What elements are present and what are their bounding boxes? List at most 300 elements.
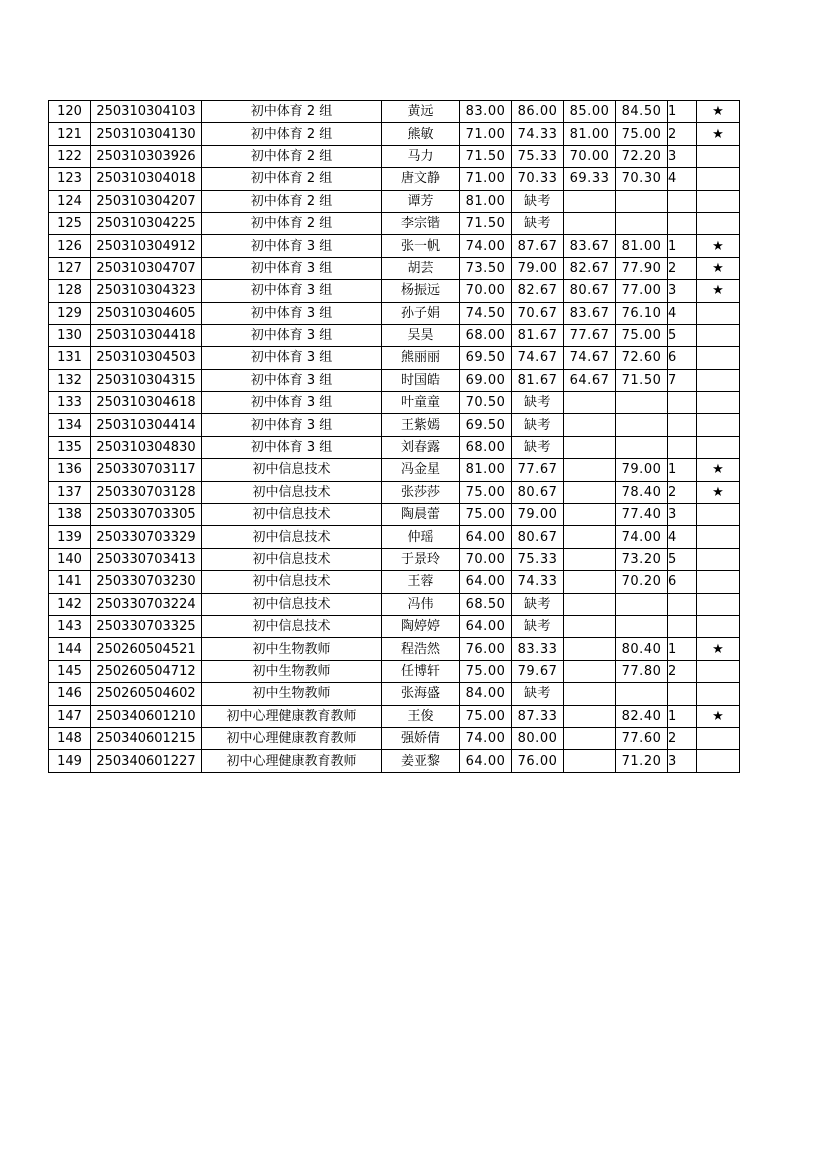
row-index-cell: 149 bbox=[49, 750, 91, 772]
rank-cell: 1 bbox=[668, 235, 697, 257]
skill-score-cell: 70.00 bbox=[564, 145, 616, 167]
skill-score-cell: 80.67 bbox=[564, 280, 616, 302]
written-score-cell: 76.00 bbox=[460, 638, 512, 660]
candidate-id-cell: 250330703329 bbox=[91, 526, 202, 548]
rank-cell bbox=[668, 436, 697, 458]
interview-score-cell: 缺考 bbox=[512, 392, 564, 414]
row-index-cell: 130 bbox=[49, 324, 91, 346]
selected-star-icon bbox=[697, 504, 740, 526]
skill-score-cell bbox=[564, 727, 616, 749]
row-index-cell: 124 bbox=[49, 190, 91, 212]
table-row bbox=[49, 212, 740, 234]
row-index-cell: 141 bbox=[49, 571, 91, 593]
score-table bbox=[48, 100, 740, 773]
name-cell: 仲瑶 bbox=[382, 526, 460, 548]
position-cell: 初中体育 2 组 bbox=[202, 101, 382, 123]
skill-score-cell bbox=[564, 212, 616, 234]
name-cell: 唐文静 bbox=[382, 168, 460, 190]
row-index-cell: 147 bbox=[49, 705, 91, 727]
selected-star-icon: ★ bbox=[697, 235, 740, 257]
rank-cell bbox=[668, 414, 697, 436]
name-cell: 孙子娟 bbox=[382, 302, 460, 324]
name-cell: 王蓉 bbox=[382, 571, 460, 593]
skill-score-cell bbox=[564, 481, 616, 503]
selected-star-icon bbox=[697, 727, 740, 749]
interview-score-cell: 缺考 bbox=[512, 436, 564, 458]
name-cell: 张海盛 bbox=[382, 683, 460, 705]
candidate-id-cell: 250310304323 bbox=[91, 280, 202, 302]
skill-score-cell: 83.67 bbox=[564, 235, 616, 257]
interview-score-cell: 79.00 bbox=[512, 504, 564, 526]
candidate-id-cell: 250310304103 bbox=[91, 101, 202, 123]
position-cell: 初中信息技术 bbox=[202, 459, 382, 481]
candidate-id-cell: 250330703128 bbox=[91, 481, 202, 503]
name-cell: 马力 bbox=[382, 145, 460, 167]
name-cell: 李宗锴 bbox=[382, 212, 460, 234]
position-cell: 初中信息技术 bbox=[202, 571, 382, 593]
row-index-cell: 128 bbox=[49, 280, 91, 302]
selected-star-icon bbox=[697, 392, 740, 414]
position-cell: 初中体育 2 组 bbox=[202, 123, 382, 145]
candidate-id-cell: 250310304225 bbox=[91, 212, 202, 234]
row-index-cell: 135 bbox=[49, 436, 91, 458]
skill-score-cell bbox=[564, 750, 616, 772]
table-row bbox=[49, 638, 740, 660]
name-cell: 杨振远 bbox=[382, 280, 460, 302]
total-score-cell: 75.00 bbox=[616, 123, 668, 145]
written-score-cell: 83.00 bbox=[460, 101, 512, 123]
selected-star-icon bbox=[697, 414, 740, 436]
interview-score-cell: 76.00 bbox=[512, 750, 564, 772]
candidate-id-cell: 250310304912 bbox=[91, 235, 202, 257]
rank-cell: 6 bbox=[668, 571, 697, 593]
total-score-cell: 74.00 bbox=[616, 526, 668, 548]
skill-score-cell: 64.67 bbox=[564, 369, 616, 391]
skill-score-cell bbox=[564, 436, 616, 458]
row-index-cell: 131 bbox=[49, 347, 91, 369]
table-row bbox=[49, 168, 740, 190]
rank-cell: 3 bbox=[668, 145, 697, 167]
candidate-id-cell: 250310304707 bbox=[91, 257, 202, 279]
interview-score-cell: 87.33 bbox=[512, 705, 564, 727]
skill-score-cell bbox=[564, 526, 616, 548]
total-score-cell bbox=[616, 392, 668, 414]
written-score-cell: 70.00 bbox=[460, 548, 512, 570]
table-row bbox=[49, 705, 740, 727]
total-score-cell bbox=[616, 593, 668, 615]
skill-score-cell bbox=[564, 190, 616, 212]
skill-score-cell: 85.00 bbox=[564, 101, 616, 123]
table-row bbox=[49, 571, 740, 593]
written-score-cell: 69.50 bbox=[460, 414, 512, 436]
skill-score-cell bbox=[564, 705, 616, 727]
position-cell: 初中体育 3 组 bbox=[202, 235, 382, 257]
selected-star-icon bbox=[697, 660, 740, 682]
table-row bbox=[49, 280, 740, 302]
name-cell: 刘春露 bbox=[382, 436, 460, 458]
position-cell: 初中体育 3 组 bbox=[202, 347, 382, 369]
total-score-cell: 77.80 bbox=[616, 660, 668, 682]
table-row bbox=[49, 593, 740, 615]
row-index-cell: 133 bbox=[49, 392, 91, 414]
rank-cell bbox=[668, 683, 697, 705]
skill-score-cell: 83.67 bbox=[564, 302, 616, 324]
position-cell: 初中信息技术 bbox=[202, 526, 382, 548]
written-score-cell: 64.00 bbox=[460, 571, 512, 593]
interview-score-cell: 缺考 bbox=[512, 414, 564, 436]
total-score-cell bbox=[616, 436, 668, 458]
table-row bbox=[49, 347, 740, 369]
rank-cell: 1 bbox=[668, 459, 697, 481]
name-cell: 任博轩 bbox=[382, 660, 460, 682]
skill-score-cell bbox=[564, 459, 616, 481]
selected-star-icon bbox=[697, 683, 740, 705]
table-row bbox=[49, 257, 740, 279]
skill-score-cell bbox=[564, 548, 616, 570]
name-cell: 叶童童 bbox=[382, 392, 460, 414]
total-score-cell bbox=[616, 212, 668, 234]
name-cell: 王俊 bbox=[382, 705, 460, 727]
position-cell: 初中信息技术 bbox=[202, 504, 382, 526]
candidate-id-cell: 250310304830 bbox=[91, 436, 202, 458]
table-row bbox=[49, 414, 740, 436]
row-index-cell: 142 bbox=[49, 593, 91, 615]
interview-score-cell: 74.33 bbox=[512, 123, 564, 145]
total-score-cell: 79.00 bbox=[616, 459, 668, 481]
selected-star-icon bbox=[697, 436, 740, 458]
written-score-cell: 75.00 bbox=[460, 660, 512, 682]
rank-cell bbox=[668, 212, 697, 234]
position-cell: 初中体育 3 组 bbox=[202, 302, 382, 324]
table-row bbox=[49, 369, 740, 391]
written-score-cell: 74.00 bbox=[460, 235, 512, 257]
candidate-id-cell: 250310304618 bbox=[91, 392, 202, 414]
interview-score-cell: 87.67 bbox=[512, 235, 564, 257]
table-row bbox=[49, 235, 740, 257]
interview-score-cell: 80.67 bbox=[512, 481, 564, 503]
rank-cell: 2 bbox=[668, 727, 697, 749]
row-index-cell: 139 bbox=[49, 526, 91, 548]
table-row bbox=[49, 190, 740, 212]
table-row bbox=[49, 302, 740, 324]
table-row bbox=[49, 660, 740, 682]
selected-star-icon bbox=[697, 548, 740, 570]
interview-score-cell: 80.00 bbox=[512, 727, 564, 749]
candidate-id-cell: 250310304018 bbox=[91, 168, 202, 190]
row-index-cell: 146 bbox=[49, 683, 91, 705]
interview-score-cell: 75.33 bbox=[512, 548, 564, 570]
skill-score-cell bbox=[564, 615, 616, 637]
rank-cell: 3 bbox=[668, 750, 697, 772]
interview-score-cell: 75.33 bbox=[512, 145, 564, 167]
written-score-cell: 64.00 bbox=[460, 750, 512, 772]
position-cell: 初中体育 3 组 bbox=[202, 257, 382, 279]
total-score-cell: 72.60 bbox=[616, 347, 668, 369]
written-score-cell: 64.00 bbox=[460, 615, 512, 637]
name-cell: 熊敏 bbox=[382, 123, 460, 145]
total-score-cell: 75.00 bbox=[616, 324, 668, 346]
rank-cell: 5 bbox=[668, 324, 697, 346]
position-cell: 初中生物教师 bbox=[202, 660, 382, 682]
written-score-cell: 75.00 bbox=[460, 481, 512, 503]
row-index-cell: 132 bbox=[49, 369, 91, 391]
written-score-cell: 74.00 bbox=[460, 727, 512, 749]
total-score-cell: 77.00 bbox=[616, 280, 668, 302]
interview-score-cell: 83.33 bbox=[512, 638, 564, 660]
candidate-id-cell: 250310304503 bbox=[91, 347, 202, 369]
selected-star-icon bbox=[697, 571, 740, 593]
position-cell: 初中信息技术 bbox=[202, 481, 382, 503]
name-cell: 程浩然 bbox=[382, 638, 460, 660]
rank-cell: 2 bbox=[668, 660, 697, 682]
table-body bbox=[49, 101, 740, 773]
skill-score-cell bbox=[564, 414, 616, 436]
table-row bbox=[49, 727, 740, 749]
interview-score-cell: 77.67 bbox=[512, 459, 564, 481]
skill-score-cell: 69.33 bbox=[564, 168, 616, 190]
candidate-id-cell: 250310304315 bbox=[91, 369, 202, 391]
total-score-cell: 72.20 bbox=[616, 145, 668, 167]
selected-star-icon bbox=[697, 168, 740, 190]
position-cell: 初中信息技术 bbox=[202, 593, 382, 615]
name-cell: 陶晨蕾 bbox=[382, 504, 460, 526]
interview-score-cell: 缺考 bbox=[512, 190, 564, 212]
selected-star-icon: ★ bbox=[697, 123, 740, 145]
interview-score-cell: 74.67 bbox=[512, 347, 564, 369]
position-cell: 初中信息技术 bbox=[202, 548, 382, 570]
selected-star-icon bbox=[697, 190, 740, 212]
selected-star-icon: ★ bbox=[697, 481, 740, 503]
interview-score-cell: 80.67 bbox=[512, 526, 564, 548]
name-cell: 冯金星 bbox=[382, 459, 460, 481]
written-score-cell: 81.00 bbox=[460, 459, 512, 481]
skill-score-cell: 77.67 bbox=[564, 324, 616, 346]
row-index-cell: 122 bbox=[49, 145, 91, 167]
rank-cell: 3 bbox=[668, 280, 697, 302]
candidate-id-cell: 250310304414 bbox=[91, 414, 202, 436]
interview-score-cell: 74.33 bbox=[512, 571, 564, 593]
written-score-cell: 73.50 bbox=[460, 257, 512, 279]
row-index-cell: 134 bbox=[49, 414, 91, 436]
written-score-cell: 69.00 bbox=[460, 369, 512, 391]
skill-score-cell bbox=[564, 660, 616, 682]
selected-star-icon bbox=[697, 347, 740, 369]
name-cell: 熊丽丽 bbox=[382, 347, 460, 369]
row-index-cell: 145 bbox=[49, 660, 91, 682]
rank-cell: 2 bbox=[668, 257, 697, 279]
selected-star-icon: ★ bbox=[697, 101, 740, 123]
candidate-id-cell: 250330703325 bbox=[91, 615, 202, 637]
rank-cell: 3 bbox=[668, 504, 697, 526]
total-score-cell: 73.20 bbox=[616, 548, 668, 570]
selected-star-icon: ★ bbox=[697, 638, 740, 660]
interview-score-cell: 缺考 bbox=[512, 593, 564, 615]
total-score-cell bbox=[616, 190, 668, 212]
row-index-cell: 148 bbox=[49, 727, 91, 749]
row-index-cell: 127 bbox=[49, 257, 91, 279]
interview-score-cell: 缺考 bbox=[512, 683, 564, 705]
selected-star-icon bbox=[697, 615, 740, 637]
row-index-cell: 125 bbox=[49, 212, 91, 234]
candidate-id-cell: 250330703117 bbox=[91, 459, 202, 481]
row-index-cell: 140 bbox=[49, 548, 91, 570]
name-cell: 姜亚黎 bbox=[382, 750, 460, 772]
position-cell: 初中体育 3 组 bbox=[202, 369, 382, 391]
rank-cell: 4 bbox=[668, 302, 697, 324]
written-score-cell: 75.00 bbox=[460, 705, 512, 727]
interview-score-cell: 81.67 bbox=[512, 369, 564, 391]
name-cell: 强娇倩 bbox=[382, 727, 460, 749]
position-cell: 初中生物教师 bbox=[202, 683, 382, 705]
rank-cell: 5 bbox=[668, 548, 697, 570]
selected-star-icon bbox=[697, 302, 740, 324]
table-row bbox=[49, 101, 740, 123]
candidate-id-cell: 250330703413 bbox=[91, 548, 202, 570]
skill-score-cell: 81.00 bbox=[564, 123, 616, 145]
rank-cell bbox=[668, 615, 697, 637]
name-cell: 吴昊 bbox=[382, 324, 460, 346]
candidate-id-cell: 250340601210 bbox=[91, 705, 202, 727]
written-score-cell: 68.50 bbox=[460, 593, 512, 615]
name-cell: 于景玲 bbox=[382, 548, 460, 570]
selected-star-icon bbox=[697, 593, 740, 615]
written-score-cell: 71.00 bbox=[460, 123, 512, 145]
selected-star-icon: ★ bbox=[697, 705, 740, 727]
position-cell: 初中心理健康教育教师 bbox=[202, 750, 382, 772]
total-score-cell bbox=[616, 683, 668, 705]
table-row bbox=[49, 750, 740, 772]
total-score-cell: 76.10 bbox=[616, 302, 668, 324]
selected-star-icon: ★ bbox=[697, 257, 740, 279]
written-score-cell: 68.00 bbox=[460, 324, 512, 346]
position-cell: 初中体育 3 组 bbox=[202, 414, 382, 436]
position-cell: 初中体育 3 组 bbox=[202, 324, 382, 346]
written-score-cell: 81.00 bbox=[460, 190, 512, 212]
table-row bbox=[49, 526, 740, 548]
selected-star-icon bbox=[697, 212, 740, 234]
position-cell: 初中心理健康教育教师 bbox=[202, 727, 382, 749]
total-score-cell: 84.50 bbox=[616, 101, 668, 123]
interview-score-cell: 81.67 bbox=[512, 324, 564, 346]
written-score-cell: 70.00 bbox=[460, 280, 512, 302]
row-index-cell: 143 bbox=[49, 615, 91, 637]
name-cell: 黄远 bbox=[382, 101, 460, 123]
total-score-cell bbox=[616, 615, 668, 637]
written-score-cell: 68.00 bbox=[460, 436, 512, 458]
skill-score-cell bbox=[564, 683, 616, 705]
position-cell: 初中心理健康教育教师 bbox=[202, 705, 382, 727]
table-row bbox=[49, 324, 740, 346]
name-cell: 陶婷婷 bbox=[382, 615, 460, 637]
position-cell: 初中体育 2 组 bbox=[202, 168, 382, 190]
table-row bbox=[49, 145, 740, 167]
selected-star-icon: ★ bbox=[697, 459, 740, 481]
rank-cell: 2 bbox=[668, 481, 697, 503]
rank-cell bbox=[668, 190, 697, 212]
total-score-cell: 77.40 bbox=[616, 504, 668, 526]
interview-score-cell: 86.00 bbox=[512, 101, 564, 123]
candidate-id-cell: 250310303926 bbox=[91, 145, 202, 167]
candidate-id-cell: 250310304207 bbox=[91, 190, 202, 212]
total-score-cell: 80.40 bbox=[616, 638, 668, 660]
position-cell: 初中体育 2 组 bbox=[202, 212, 382, 234]
row-index-cell: 136 bbox=[49, 459, 91, 481]
row-index-cell: 129 bbox=[49, 302, 91, 324]
candidate-id-cell: 250310304130 bbox=[91, 123, 202, 145]
rank-cell: 6 bbox=[668, 347, 697, 369]
table-row bbox=[49, 504, 740, 526]
name-cell: 王紫嫣 bbox=[382, 414, 460, 436]
written-score-cell: 84.00 bbox=[460, 683, 512, 705]
row-index-cell: 144 bbox=[49, 638, 91, 660]
table-row bbox=[49, 436, 740, 458]
table-row bbox=[49, 615, 740, 637]
total-score-cell: 70.30 bbox=[616, 168, 668, 190]
interview-score-cell: 79.00 bbox=[512, 257, 564, 279]
name-cell: 谭芳 bbox=[382, 190, 460, 212]
row-index-cell: 126 bbox=[49, 235, 91, 257]
rank-cell: 1 bbox=[668, 638, 697, 660]
row-index-cell: 123 bbox=[49, 168, 91, 190]
rank-cell bbox=[668, 593, 697, 615]
table-row bbox=[49, 683, 740, 705]
position-cell: 初中体育 2 组 bbox=[202, 190, 382, 212]
candidate-id-cell: 250330703224 bbox=[91, 593, 202, 615]
total-score-cell: 71.20 bbox=[616, 750, 668, 772]
rank-cell: 4 bbox=[668, 526, 697, 548]
candidate-id-cell: 250330703305 bbox=[91, 504, 202, 526]
written-score-cell: 75.00 bbox=[460, 504, 512, 526]
selected-star-icon: ★ bbox=[697, 280, 740, 302]
candidate-id-cell: 250260504602 bbox=[91, 683, 202, 705]
name-cell: 时国皓 bbox=[382, 369, 460, 391]
written-score-cell: 70.50 bbox=[460, 392, 512, 414]
total-score-cell: 77.90 bbox=[616, 257, 668, 279]
name-cell: 张莎莎 bbox=[382, 481, 460, 503]
candidate-id-cell: 250310304418 bbox=[91, 324, 202, 346]
position-cell: 初中体育 2 组 bbox=[202, 145, 382, 167]
row-index-cell: 120 bbox=[49, 101, 91, 123]
skill-score-cell bbox=[564, 593, 616, 615]
written-score-cell: 71.50 bbox=[460, 145, 512, 167]
position-cell: 初中生物教师 bbox=[202, 638, 382, 660]
position-cell: 初中体育 3 组 bbox=[202, 392, 382, 414]
total-score-cell: 81.00 bbox=[616, 235, 668, 257]
selected-star-icon bbox=[697, 324, 740, 346]
interview-score-cell: 82.67 bbox=[512, 280, 564, 302]
name-cell: 冯伟 bbox=[382, 593, 460, 615]
total-score-cell bbox=[616, 414, 668, 436]
table-row bbox=[49, 123, 740, 145]
written-score-cell: 71.00 bbox=[460, 168, 512, 190]
row-index-cell: 138 bbox=[49, 504, 91, 526]
rank-cell: 4 bbox=[668, 168, 697, 190]
written-score-cell: 69.50 bbox=[460, 347, 512, 369]
table-row bbox=[49, 548, 740, 570]
name-cell: 张一帆 bbox=[382, 235, 460, 257]
skill-score-cell bbox=[564, 638, 616, 660]
written-score-cell: 74.50 bbox=[460, 302, 512, 324]
candidate-id-cell: 250310304605 bbox=[91, 302, 202, 324]
selected-star-icon bbox=[697, 145, 740, 167]
rank-cell bbox=[668, 392, 697, 414]
candidate-id-cell: 250340601215 bbox=[91, 727, 202, 749]
rank-cell: 1 bbox=[668, 101, 697, 123]
interview-score-cell: 缺考 bbox=[512, 212, 564, 234]
row-index-cell: 121 bbox=[49, 123, 91, 145]
selected-star-icon bbox=[697, 526, 740, 548]
rank-cell: 1 bbox=[668, 705, 697, 727]
